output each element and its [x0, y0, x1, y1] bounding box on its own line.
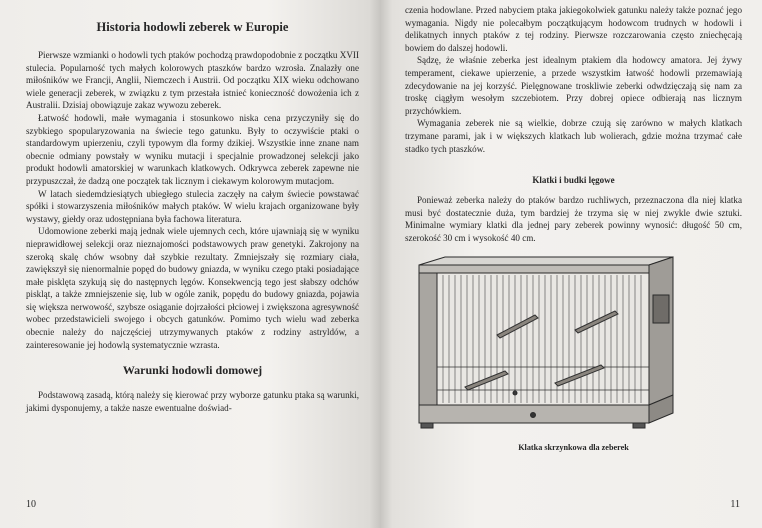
paragraph: Podstawową zasadą, którą należy się kierować przy wyborze gatunku ptaka są warunki, jakimi dysponujemy, a także nasze ewentualne doświad- [26, 390, 359, 413]
subsection-title: Klatki i budki lęgowe [532, 175, 615, 186]
chapter-title: Historia hodowli zeberek w Europie [96, 20, 289, 34]
page-number: 11 [730, 499, 740, 510]
paragraph: Sądzę, że właśnie zeberka jest idealnym ptakiem dla hodowcy amatora. Jej żywy temperament, ciekawe upierzenie, a przede wszystkim łatwość hodowli przemawiają zdecydowanie na jej korzyść. Pielęgnowane troskliwie zeberki odwdzięczają się nam za troskę ciągłym wesołym szczebiotem. Przy dobrej opiece odbierają nas licznym przychówkiem. [405, 55, 742, 116]
page-number: 10 [26, 499, 36, 510]
figure-caption: Klatka skrzynkowa dla zeberek [518, 442, 629, 452]
paragraph: Ponieważ zeberka należy do ptaków bardzo ruchliwych, przeznaczona dla niej klatka musi być dostatecznie duża, tym bardziej że trzyma się w niej zwykle dwie sztuki. Minimalne wymiary klatki dla jednej pary zeberek powinny wynosić: długość 50 cm, szerokość 30 cm i wysokość 40 cm. [405, 195, 742, 243]
paragraph: Udomowione zeberki mają jednak wiele ujemnych cech, które ujawniają się w wyniku nieprawidłowej selekcji oraz nieznajomości podstawowych praw genetyki. Zakrojony na szeroką skalę chów wsobny dał szybkie rezultaty. Zmniejszały się rozmiary ciała, zawiększył się nienormalnie popęd do budowy gniazda, w wyniku czego ptaki posiadające małe pisklęta szykują się do następnych lęgów. Konsekwencją tego jest słabszy odchów piskląt, a także zmniejszenie się, lub w ogóle zanik, popędu do budowy gniazda, pojawia się większa nerwowość, szybsze osiąganie dojrzałości płciowej i zwiększona agresywność wobec przedstawicieli swojego i obcych gatunków. Pomimo tych wielu wad zeberka obecnie należy do najczęściej utrzymywanych ptaków z rodziny astryldów, a zainteresowanie jej hodowlą systematycznie wzrasta. [26, 226, 359, 350]
box-cage-illustration-icon [405, 255, 742, 439]
section-title: Warunki hodowli domowej [122, 363, 263, 378]
paragraph: Wymagania zeberek nie są wielkie, dobrze czują się zarówno w małych klatkach trzymane parami, jak i w większych klatkach lub wolierach, gdzie można trzymać całe stadko tych ptaszków. [405, 118, 742, 154]
cage-figure [405, 255, 742, 453]
paragraph: czenia hodowlane. Przed nabyciem ptaka jakiegokolwiek gatunku należy także poznać jego wymagania. Nigdy nie polecałbym początkującym hodowcom trudnych w hodowli i delikatnych innych ptaków z tej rodziny. Pierwsze rozczarowania często zniechęcają bowiem do dalszej hodowli. [405, 5, 742, 53]
paragraph: Pierwsze wzmianki o hodowli tych ptaków pochodzą prawdopodobnie z początku XVII stulecia. Popularność tych małych kolorowych ptaszków bardzo wzrosła. Znalazły one miłośników we Francji, Anglii, Niemczech i Austrii. Od początku XIX wieku odchowano wiele generacji zeberek, w związku z tym przestała istnieć konieczność dowożenia ich z Australii. Dzisiaj obowiązuje zakaz wywozu zeberek. [26, 50, 359, 111]
paragraph: W latach siedemdziesiątych ubiegłego stulecia zaczęły na całym świecie powstawać spółki i stowarzyszenia miłośników małych ptaków. W wielu krajach organizowane były wystawy, giełdy oraz udostępniana była fachowa literatura. [26, 188, 359, 224]
right-page [381, 0, 762, 528]
paragraph: Łatwość hodowli, małe wymagania i stosunkowo niska cena przyczyniły się do szybkiego spopularyzowania na świecie tego gatunku. Były to oczywiście ptaki o standardowym upierzeniu, czyli typowym dla formy dzikiej. Wszystkie inne znane nam obecnie odmiany powstały w wyniku mutacji i specjalnie prowadzonej selekcji jako produkt hodowli amatorskiej w warunkach klatkowych. Odkrywca zeberek zapewne nie przypuszczał, że dadzą one początek tak licznym i ciekawym kolorowym mutacjom. [26, 112, 359, 186]
